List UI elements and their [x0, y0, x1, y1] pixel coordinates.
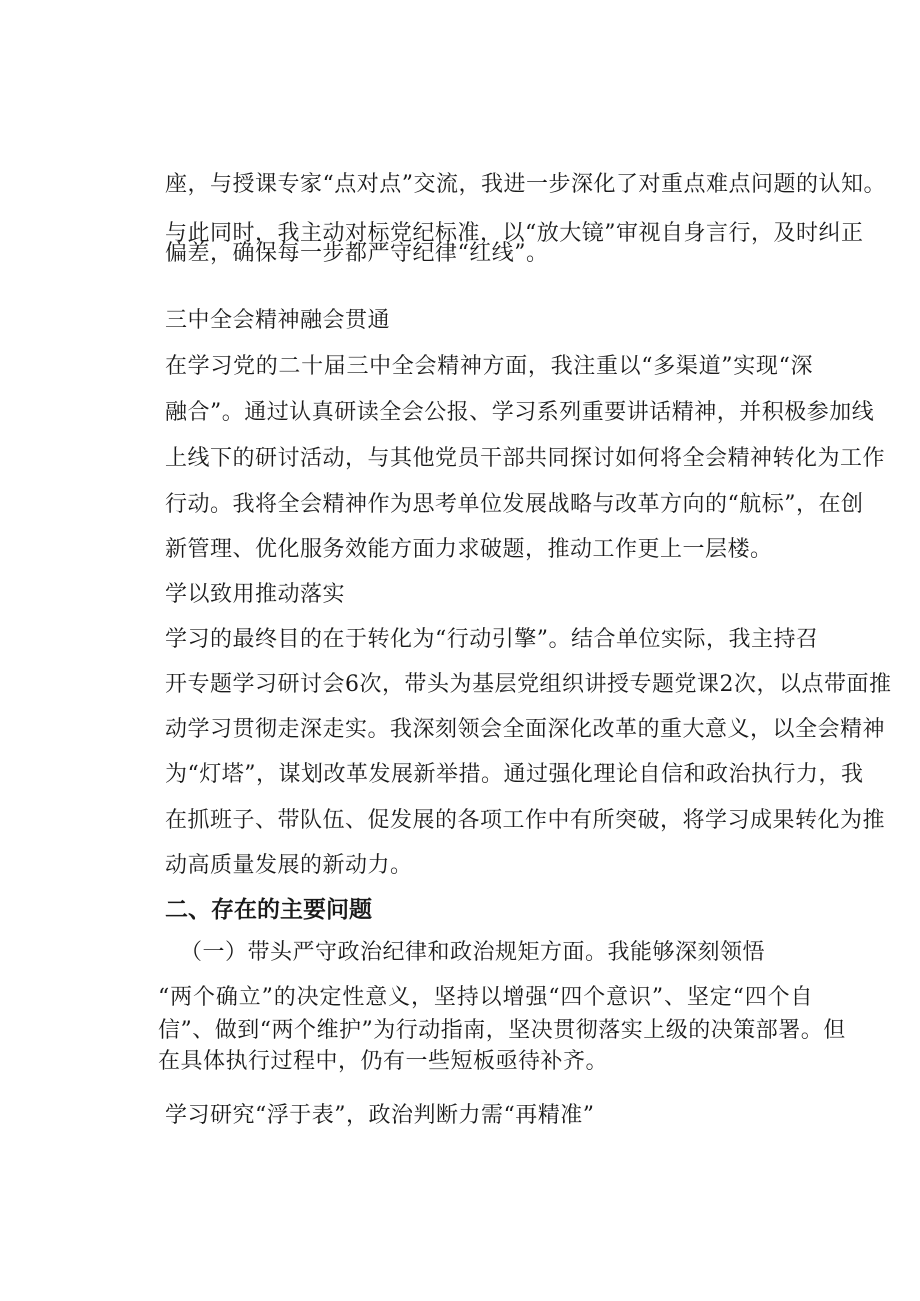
paragraph-line: 开专题学习研讨会6次，带头为基层党组织讲授专题党课2次，以点带面推 [165, 672, 892, 697]
paragraph-line: （一）带头严守政治纪律和政治规矩方面。我能够深刻领悟 [180, 940, 766, 965]
paragraph-line: 行动。我将全会精神作为思考单位发展战略与改革方向的“航标”，在创 [165, 492, 864, 517]
section-title: 三中全会精神融会贯通 [165, 308, 391, 333]
paragraph-line: 学习的最终目的在于转化为“行动引擎”。结合单位实际，我主持召 [165, 627, 819, 652]
paragraph-line: 与此同时，我主动对标党纪标准，以“放大镜”审视自身言行，及时纠正 [165, 221, 864, 246]
section-title: 学以致用推动落实 [165, 582, 346, 607]
section-heading: 二、存在的主要问题 [165, 897, 372, 923]
paragraph-line: 座，与授课专家“点对点”交流，我进一步深化了对重点难点问题的认知。 [165, 172, 886, 197]
paragraph-line: 融合”。通过认真研读全会公报、学习系列重要讲话精神，并积极参加线 [165, 400, 875, 425]
paragraph-line: “两个确立”的决定性意义，坚持以增强“四个意识”、坚定“四个自 [158, 985, 813, 1010]
paragraph-line: 为“灯塔”，谋划改革发展新举措。通过强化理论自信和政治执行力，我 [165, 762, 864, 787]
paragraph-line: 新管理、优化服务效能方面力求破题，推动工作更上一层楼。 [165, 537, 773, 562]
paragraph-line: 在具体执行过程中，仍有一些短板亟待补齐。 [158, 1049, 609, 1074]
subsection-title: 学习研究“浮于表”，政治判断力需“再精准” [165, 1103, 595, 1128]
paragraph-line: 偏差，确保每一步都严守纪律“红线”。 [165, 241, 549, 266]
paragraph-line: 动学习贯彻走深走实。我深刻领会全面深化改革的重大意义，以全会精神 [165, 717, 886, 742]
paragraph-line: 信”、做到“两个维护”为行动指南，坚决贯彻落实上级的决策部署。但 [158, 1018, 846, 1043]
paragraph-line: 动高质量发展的新动力。 [165, 853, 413, 878]
paragraph-line: 在学习党的二十届三中全会精神方面，我注重以“多渠道”实现“深 [165, 354, 813, 379]
paragraph-line: 上线下的研讨活动，与其他党员干部共同探讨如何将全会精神转化为工作 [165, 446, 886, 471]
paragraph-line: 在抓班子、带队伍、促发展的各项工作中有所突破，将学习成果转化为推 [165, 808, 886, 833]
